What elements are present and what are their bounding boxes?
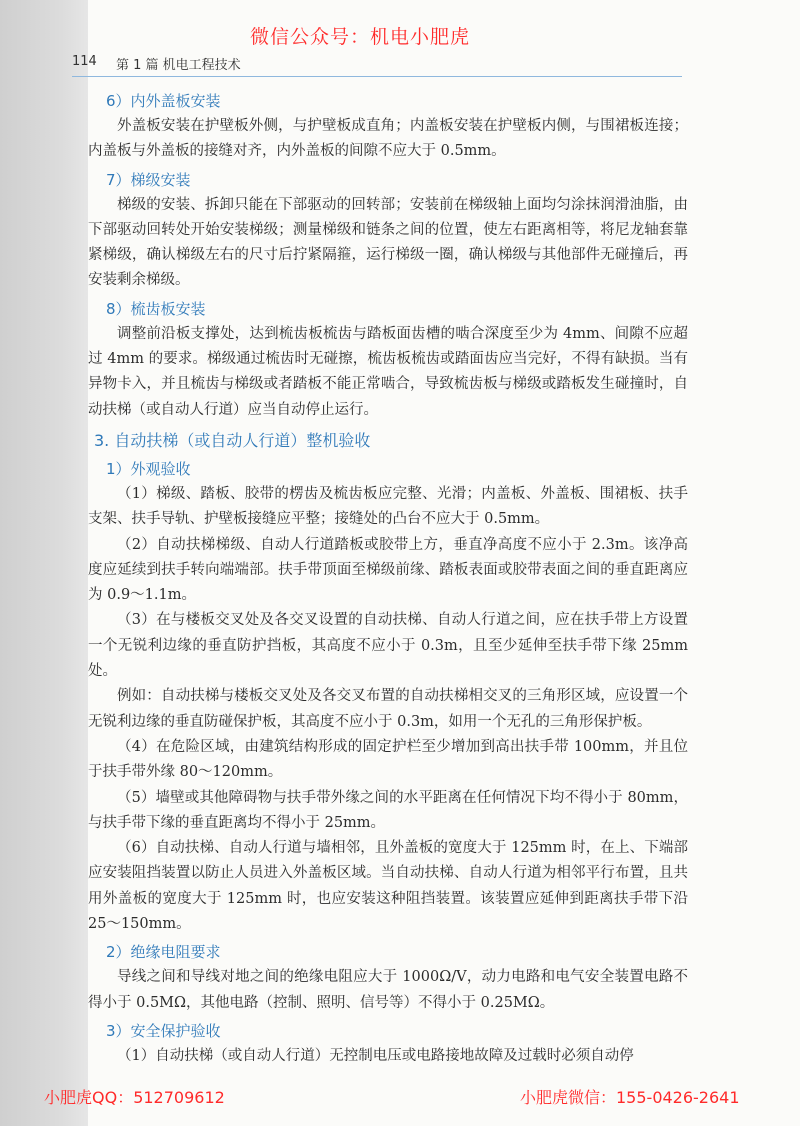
paragraph: 例如：自动扶梯与楼板交叉处及各交叉布置的自动扶梯相交叉的三角形区域，应设置一个无锐利边缘的垂直防碰保护板，其高度不应小于 0.3m，如用一个无孔的三角形保护板。 bbox=[88, 688, 688, 730]
paragraph: （2）自动扶梯梯级、自动人行道踏板或胶带上方，垂直净高度不应小于 2.3m。该净高度应延续到扶手转向端端部。扶手带顶面至梯级前缘、踏板表面或胶带表面之间的垂直距离应为 0.9～1.1m。 bbox=[88, 536, 688, 604]
paragraph: 外盖板安装在护壁板外侧，与护壁板成直角；内盖板安装在护壁板内侧，与围裙板连接；内盖板与外盖板的接缝对齐，内外盖板的间隙不应大于 0.5mm。 bbox=[88, 118, 688, 160]
page-number: 114 bbox=[72, 54, 97, 69]
section-heading: 2）绝缘电阻要求 bbox=[106, 943, 221, 962]
section-heading: 7）梯级安装 bbox=[106, 170, 191, 189]
paragraph: （4）在危险区域，由建筑结构形成的固定护栏至少增加到高出扶手带 100mm，并且位于扶手带外缘 80～120mm。 bbox=[88, 738, 688, 781]
major-heading: 3. 自动扶梯（或自动人行道）整机验收 bbox=[94, 430, 371, 450]
paragraph: （1）梯级、踏板、胶带的楞齿及梳齿板应完整、光滑；内盖板、外盖板、围裙板、扶手支架、扶手导轨、护壁板接缝应平整；接缝处的凸台不应大于 0.5mm。 bbox=[88, 485, 688, 528]
section-heading: 8）梳齿板安装 bbox=[106, 299, 206, 318]
page-header bbox=[72, 52, 682, 77]
paragraph: （5）墙壁或其他障碍物与扶手带外缘之间的水平距离在任何情况下均不得小于 80mm，与扶手带下缘的垂直距离均不得小于 25mm。 bbox=[88, 789, 688, 831]
paragraph: （1）自动扶梯（或自动人行道）无控制电压或电路接地故障及过载时必须自动停 bbox=[117, 1047, 634, 1064]
section-heading: 6）内外盖板安装 bbox=[106, 92, 221, 110]
left-margin-strip bbox=[0, 0, 88, 1126]
paragraph: 梯级的安装、拆卸只能在下部驱动的回转部；安装前在梯级轴上面均匀涂抹润滑油脂，由下部驱动回转处开始安装梯级；测量梯级和链条之间的位置，使左右距离相等，将尼龙轴套靠紧梯级，确认梯级左右的尺寸后拧紧隔箍，运行梯级一圈，确认梯级与其他部件无碰撞后，再安装剩余梯级。 bbox=[88, 196, 688, 289]
section-heading: 3）安全保护验收 bbox=[106, 1021, 221, 1040]
top-watermark: 微信公众号：机电小肥虎 bbox=[249, 26, 470, 48]
bottom-left-watermark: 小肥虎QQ：512709612 bbox=[44, 1088, 225, 1107]
section-heading: 1）外观验收 bbox=[106, 459, 191, 478]
bottom-right-watermark: 小肥虎微信：155-0426-2641 bbox=[520, 1088, 740, 1107]
paragraph: 调整前沿板支撑处，达到梳齿板梳齿与踏板面齿槽的啮合深度至少为 4mm、间隙不应超过 4mm 的要求。梯级通过梳齿时无碰擦，梳齿板梳齿或踏面齿应当完好，不得有缺损。当有异物卡入，并且梳齿与梯级或者踏板不能正常啮合，导致梳齿板与梯级或踏板发生碰撞时，自动扶梯（或自动人行道）应当自动停止运行。 bbox=[88, 325, 688, 418]
paragraph: （6）自动扶梯、自动人行道与墙相邻，且外盖板的宽度大于 125mm 时，在上、下端部应安装阻挡装置以防止人员进入外盖板区域。当自动扶梯、自动人行道为相邻平行布置，且共用外盖板的宽度大于 125mm 时，也应安装这种阻挡装置。该装置应延伸到距离扶手带下沿 25～150mm。 bbox=[88, 840, 688, 933]
paragraph: （3）在与楼板交叉处及各交叉设置的自动扶梯、自动人行道之间，应在扶手带上方设置一个无锐利边缘的垂直防护挡板，其高度不应小于 0.3m，且至少延伸至扶手带下缘 25mm 处。 bbox=[88, 612, 688, 680]
chapter-title: 第 1 篇 机电工程技术 bbox=[116, 58, 241, 73]
page-content bbox=[88, 86, 688, 1069]
paragraph: 导线之间和导线对地之间的绝缘电阻应大于 1000Ω/V，动力电路和电气安全装置电路不得小于 0.5MΩ，其他电路（控制、照明、信号等）不得小于 0.25MΩ。 bbox=[88, 969, 688, 1011]
